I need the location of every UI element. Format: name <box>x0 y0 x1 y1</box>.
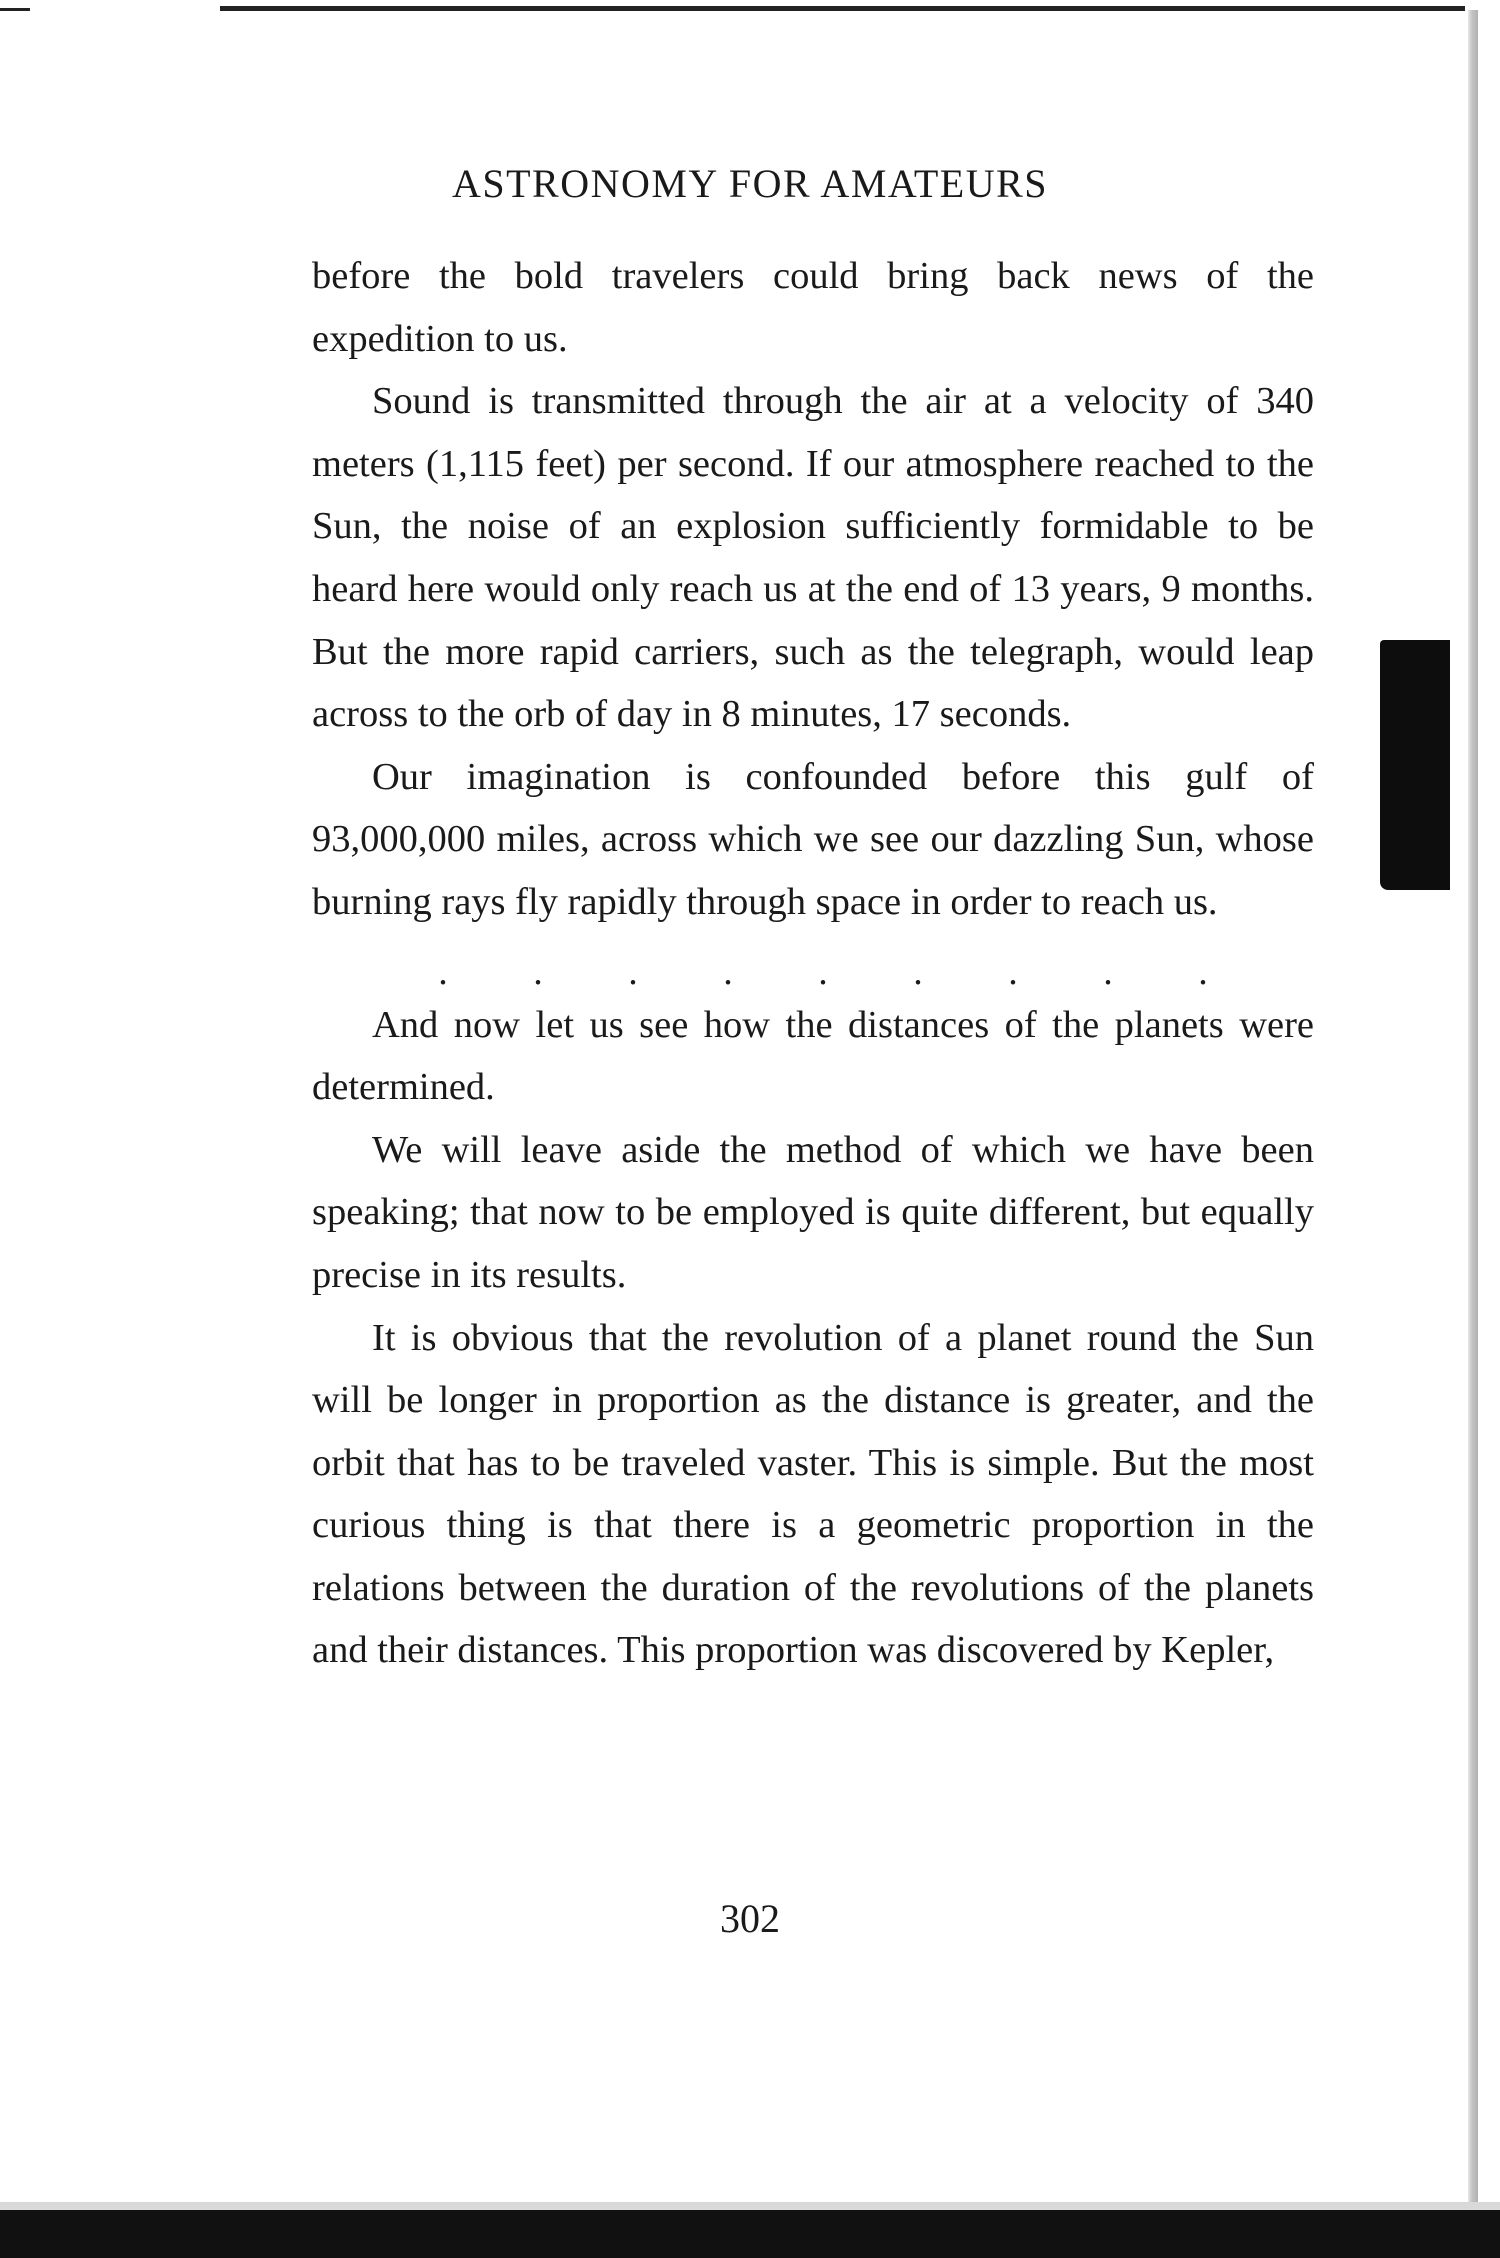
section-dot: . <box>723 950 733 993</box>
section-dot: . <box>438 950 448 993</box>
page-number: 302 <box>720 1896 780 1941</box>
paragraph-continued: before the bold travelers could bring back news of the expedition to us. <box>312 255 1314 360</box>
paragraph-method: We will leave aside the method of which we have been speaking; that now to be employed is quite different, but equally precise in its results. <box>312 1128 1314 1296</box>
paragraph-imagination: Our imagination is confounded before this gulf of 93,000,000 miles, across which we see our dazzling Sun, whose burning rays fly rapidly through space in order to reach us. <box>312 755 1314 923</box>
section-dot: . <box>913 950 923 993</box>
paragraph-sound-velocity: Sound is transmitted through the air at a velocity of 340 meters (1,115 feet) per second. If our atmosphere reached to the Sun, the noise of an explosion sufficiently formidable to be heard here would only reach us at the end of 13 years, 9 months. But the more rapid carriers, such as the telegraph, would leap across to the orb of day in 8 minutes, 17 seconds. <box>312 380 1314 736</box>
paragraph-planet-distances: And now let us see how the distances of the planets were determined. <box>312 1003 1314 1109</box>
scan-edge-mark <box>0 8 30 11</box>
scan-binding-shadow <box>1380 640 1450 890</box>
section-dot: . <box>1008 950 1018 993</box>
scan-bottom-bar <box>0 2202 1500 2258</box>
section-dot: . <box>1198 950 1208 993</box>
body-text <box>312 245 1314 1682</box>
section-dot: . <box>628 950 638 993</box>
section-break-dots <box>438 950 1208 994</box>
paragraph-kepler-proportion: It is obvious that the revolution of a planet round the Sun will be longer in proportion as the distance is greater, and the orbit that has to be traveled vaster. This is simple. But the most curious thing is that there is a geometric proportion in the relations between the duration of the revolutions of the planets and their distances. This proportion was discovered by Kepler, <box>312 1316 1314 1672</box>
section-dot: . <box>533 950 543 993</box>
scan-top-rule <box>220 6 1465 11</box>
section-dot: . <box>1103 950 1113 993</box>
running-head: ASTRONOMY FOR AMATEURS <box>451 161 1049 206</box>
section-dot: . <box>818 950 828 993</box>
